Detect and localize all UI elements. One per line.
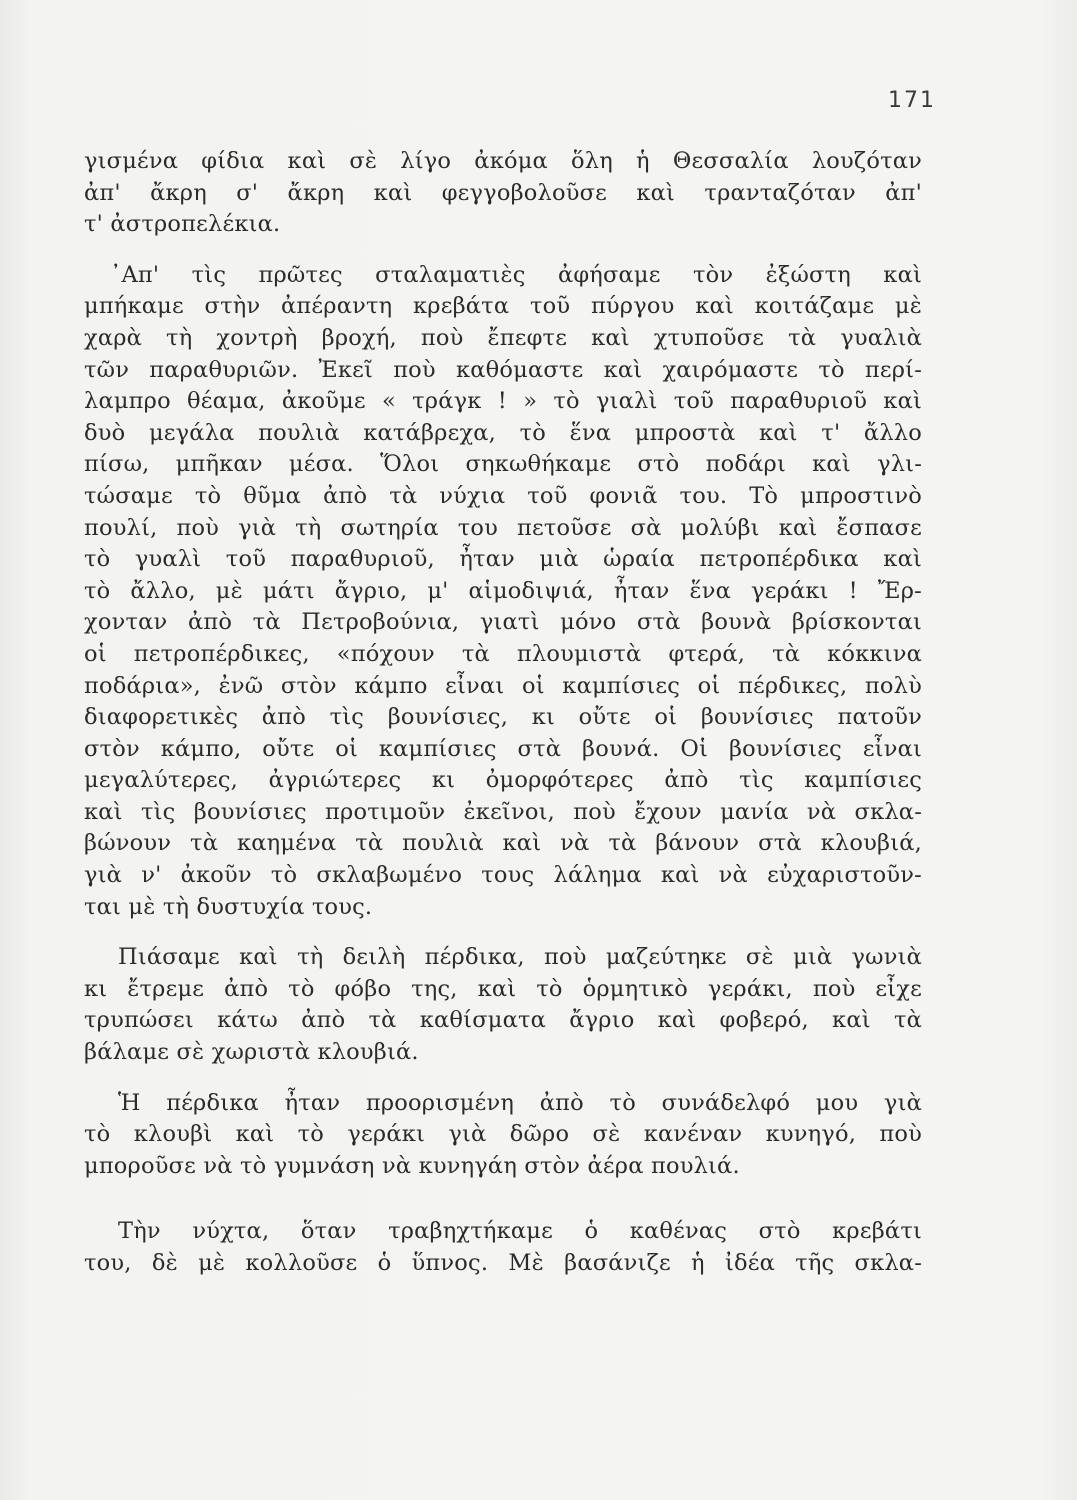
text-line: τώσαμε τὸ θῦμα ἀπὸ τὰ νύχια τοῦ φονιᾶ του. Τὸ μπροστινὸ bbox=[84, 482, 922, 509]
page-number: 171 bbox=[888, 88, 936, 113]
text-line: λαμπρο θέαμα, ἀκοῦμε « τράγκ ! » τὸ γιαλὶ τοῦ παραθυριοῦ καὶ bbox=[84, 388, 922, 415]
text-line: Τὴν νύχτα, ὅταν τραβηχτήκαμε ὁ καθένας στὸ κρεβάτι bbox=[118, 1218, 922, 1245]
text-line: Ἡ πέρδικα ἦταν προορισμένη ἀπὸ τὸ συνάδελφό μου γιὰ bbox=[118, 1089, 922, 1116]
text-line: κι ἔτρεμε ἀπὸ τὸ φόβο της, καὶ τὸ ὁρμητικὸ γεράκι, ποὺ εἶχε bbox=[84, 975, 922, 1002]
text-line: ται μὲ τὴ δυστυχία τους. bbox=[84, 893, 373, 920]
text-line: τρυπώσει κάτω ἀπὸ τὰ καθίσματα ἄγριο καὶ φοβερό, καὶ τὰ bbox=[84, 1007, 922, 1034]
text-line: πουλί, ποὺ γιὰ τὴ σωτηρία του πετοῦσε σὰ μολύβι καὶ ἔσπασε bbox=[84, 514, 922, 541]
text-line: στὸν κάμπο, οὔτε οἱ καμπίσιες στὰ βουνά. Οἱ βουνίσιες εἶναι bbox=[84, 735, 922, 762]
text-line: τὸ γυαλὶ τοῦ παραθυριοῦ, ἦταν μιὰ ὡραία πετροπέρδικα καὶ bbox=[84, 546, 922, 573]
text-line: Πιάσαμε καὶ τὴ δειλὴ πέρδικα, ποὺ μαζεύτηκε σὲ μιὰ γωνιὰ bbox=[118, 944, 922, 971]
text-line: μεγαλύτερες, ἀγριώτερες κι ὀμορφότερες ἀπὸ τὶς καμπίσιες bbox=[84, 767, 922, 794]
text-line: μπήκαμε στὴν ἀπέραντη κρεβάτα τοῦ πύργου καὶ κοιτάζαμε μὲ bbox=[84, 293, 922, 320]
body-text bbox=[84, 146, 922, 1280]
text-line: οἱ πετροπέρδικες, «πόχουν τὰ πλουμιστὰ φτερά, τὰ κόκκινα bbox=[84, 640, 922, 667]
text-line: διαφορετικὲς ἀπὸ τὶς βουνίσιες, κι οὔτε οἱ βουνίσιες πατοῦν bbox=[84, 704, 922, 731]
text-line: γισμένα φίδια καὶ σὲ λίγο ἀκόμα ὅλη ἡ Θεσσαλία λουζόταν bbox=[84, 148, 922, 174]
text-line: τ' ἀστροπελέκια. bbox=[84, 211, 281, 238]
text-line: του, δὲ μὲ κολλοῦσε ὁ ὕπνος. Μὲ βασάνιζε ἡ ἰδέα τῆς σκλα- bbox=[84, 1250, 922, 1276]
paragraph-gap bbox=[84, 1182, 922, 1216]
text-line: ᾽Απ' τὶς πρῶτες σταλαματιὲς ἀφήσαμε τὸν ἐξώστη καὶ bbox=[110, 261, 922, 288]
text-line: δυὸ μεγάλα πουλιὰ κατάβρεχα, τὸ ἕνα μπροστὰ καὶ τ' ἄλλο bbox=[84, 419, 922, 446]
text-line: γιὰ ν' ἀκοῦν τὸ σκλαβωμένο τους λάλημα καὶ νὰ εὐχαριστοῦν- bbox=[84, 862, 922, 889]
paragraph-gap bbox=[84, 1069, 922, 1088]
paragraph-gap bbox=[84, 923, 922, 942]
text-line: μποροῦσε νὰ τὸ γυμνάση νὰ κυνηγάη στὸν ἀέρα πουλιά. bbox=[84, 1152, 740, 1179]
paragraph-gap bbox=[84, 241, 922, 260]
text-line: βώνουν τὰ καημένα τὰ πουλιὰ καὶ νὰ τὰ βάνουν στὰ κλουβιά, bbox=[84, 830, 922, 857]
text-line: χαρὰ τὴ χοντρὴ βροχή, ποὺ ἔπεφτε καὶ χτυποῦσε τὰ γυαλιὰ bbox=[84, 324, 922, 351]
text-line: τὸ κλουβὶ καὶ τὸ γεράκι γιὰ δῶρο σὲ κανέναν κυνηγό, ποὺ bbox=[84, 1121, 922, 1148]
text-line: τὸ ἄλλο, μὲ μάτι ἄγριο, μ' αἱμοδιψιά, ἦταν ἕνα γεράκι ! Ἔρ- bbox=[84, 577, 922, 604]
text-line: χονταν ἀπὸ τὰ Πετροβούνια, γιατὶ μόνο στὰ βουνὰ βρίσκονται bbox=[84, 609, 922, 636]
text-line: ποδάρια», ἐνῶ στὸν κάμπο εἶναι οἱ καμπίσιες οἱ πέρδικες, πολὺ bbox=[84, 672, 922, 699]
text-line: τῶν παραθυριῶν. Ἐκεῖ ποὺ καθόμαστε καὶ χαιρόμαστε τὸ περί- bbox=[84, 356, 922, 383]
text-line: καὶ τὶς βουνίσιες προτιμοῦν ἐκεῖνοι, ποὺ ἔχουν μανία νὰ σκλα- bbox=[84, 798, 922, 825]
text-line: βάλαμε σὲ χωριστὰ κλουβιά. bbox=[84, 1039, 419, 1066]
text-line: πίσω, μπῆκαν μέσα. Ὅλοι σηκωθήκαμε στὸ ποδάρι καὶ γλι- bbox=[84, 451, 922, 478]
text-line: ἀπ' ἄκρη σ' ἄκρη καὶ φεγγοβολοῦσε καὶ τρανταζόταν ἀπ' bbox=[84, 179, 922, 206]
